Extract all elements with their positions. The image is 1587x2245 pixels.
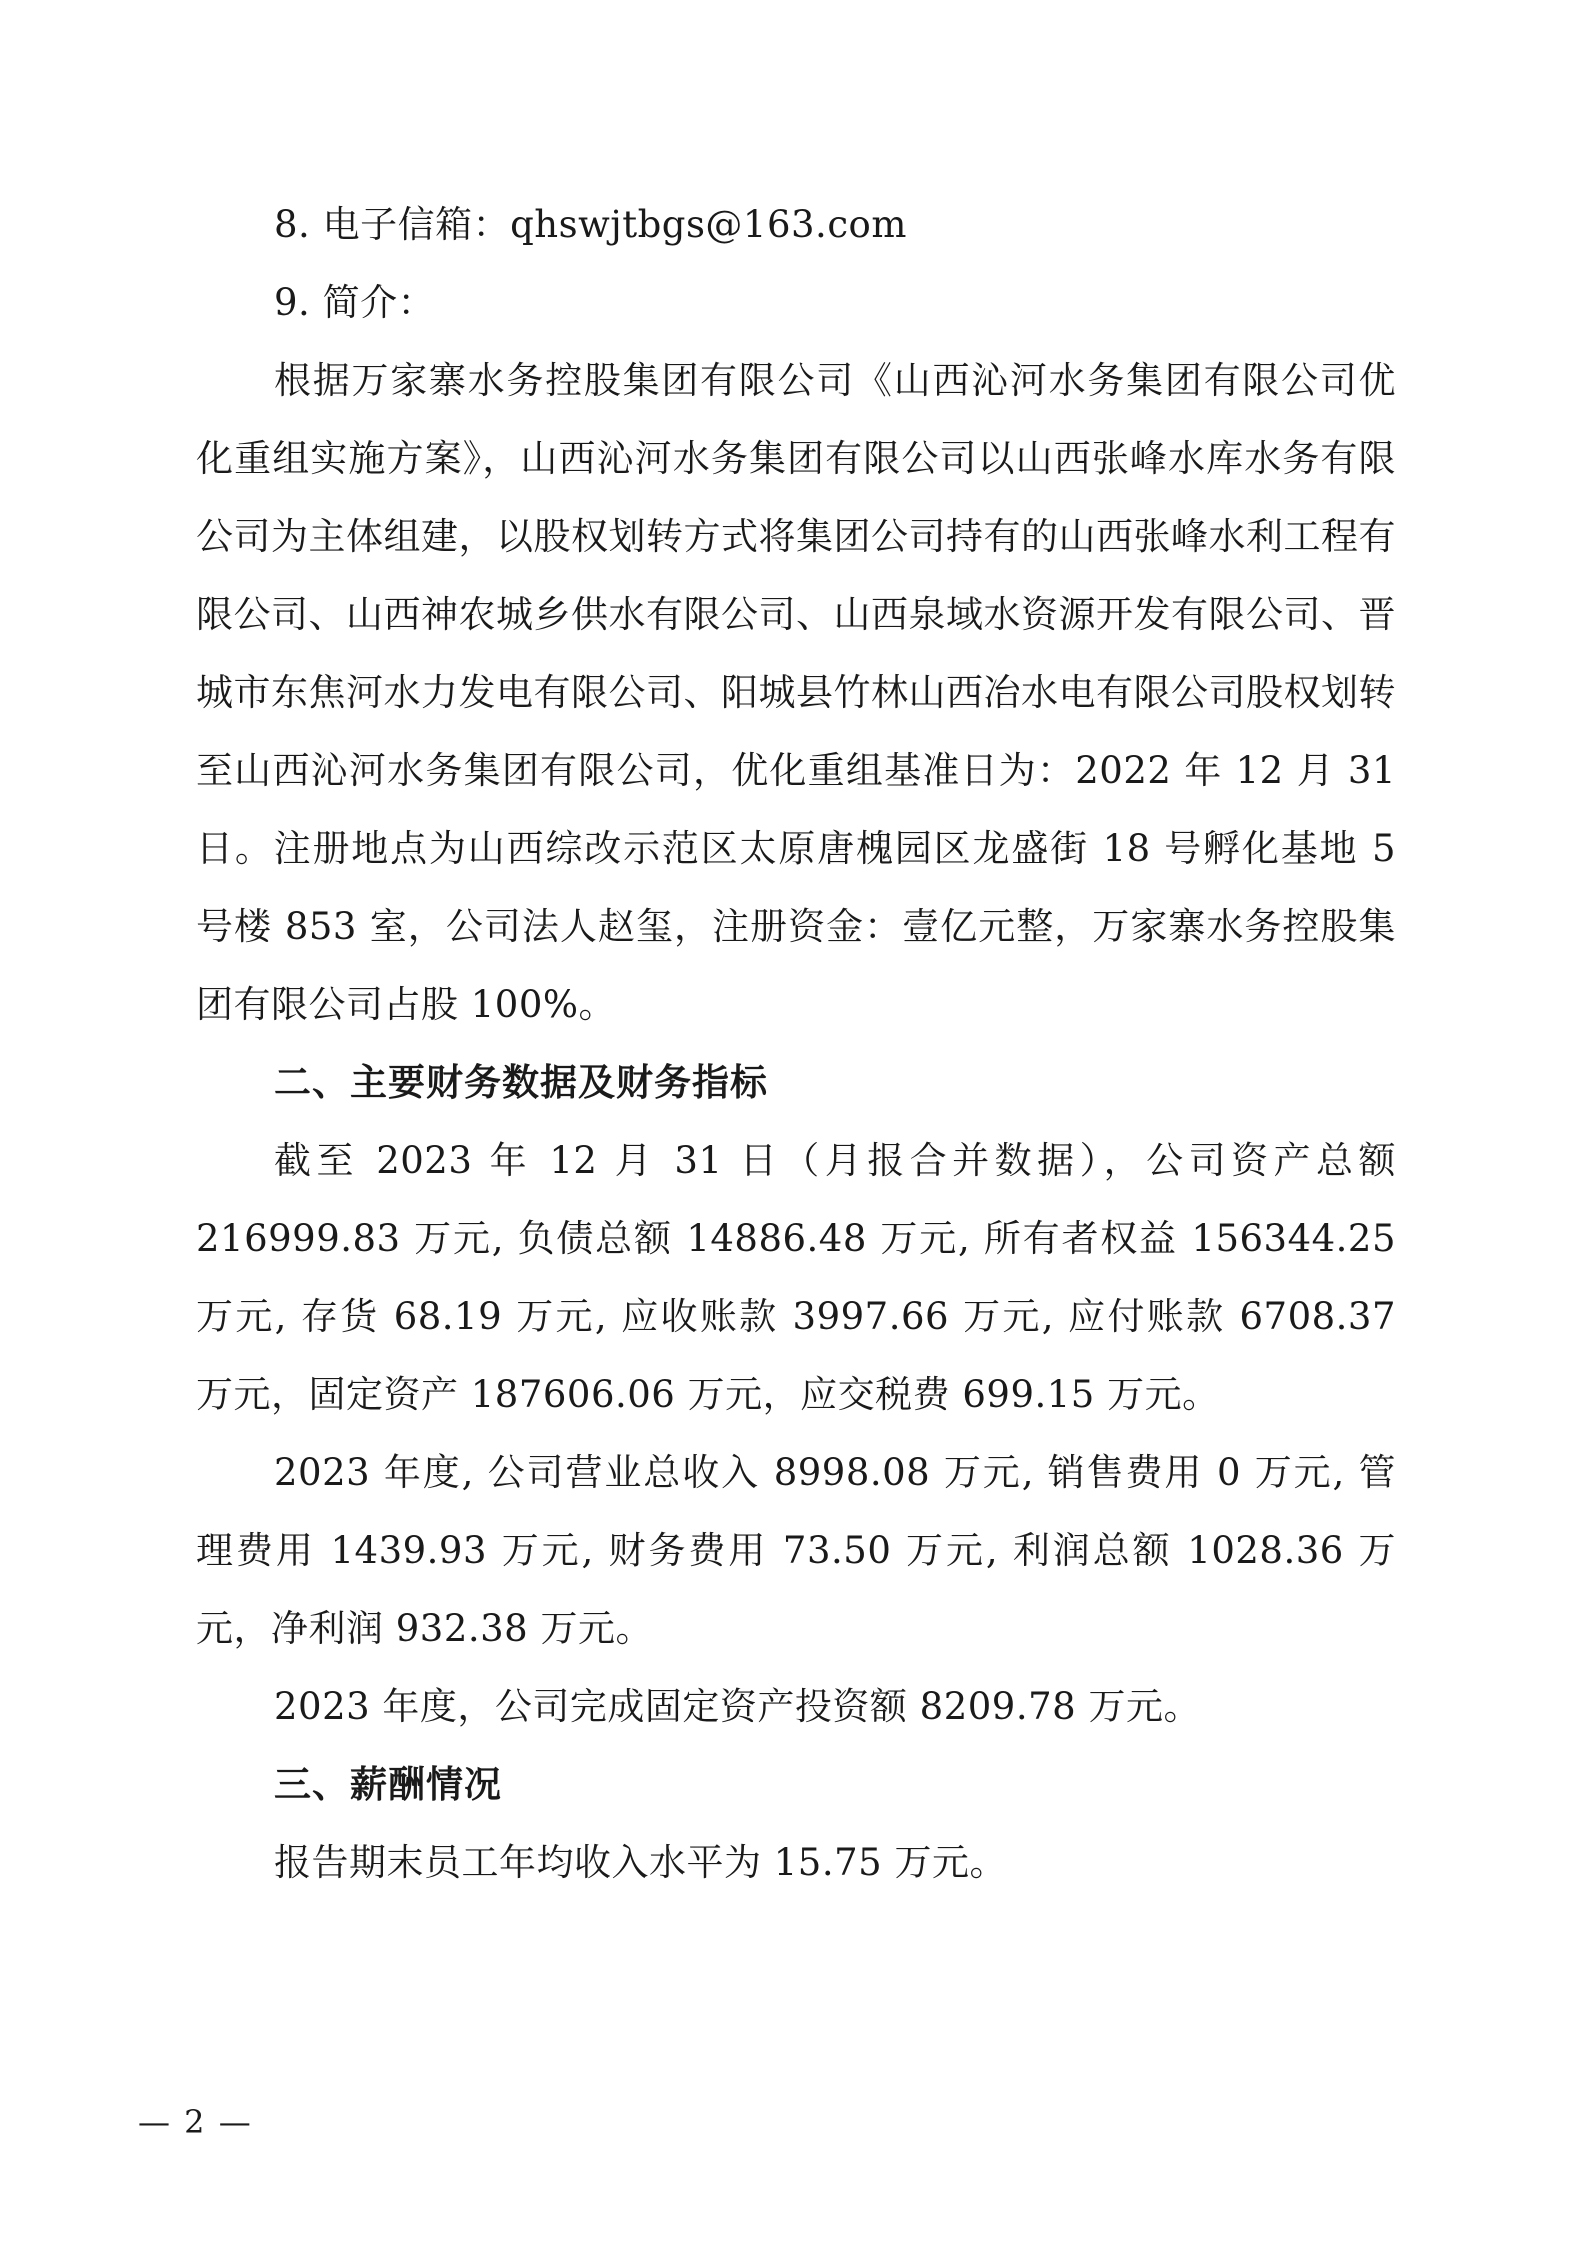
- section-heading-salary: 三、薪酬情况: [274, 1763, 502, 1806]
- company-introduction-paragraph: 根据万家寨水务控股集团有限公司《山西沁河水务集团有限公司优化重组实施方案》，山西沁河水务集团有限公司以山西张峰水库水务有限公司为主体组建，以股权划转方式将集团公司持有的山西张峰水利工程有限公司、山西神农城乡供水有限公司、山西泉域水资源开发有限公司、晋城市东焦河水力发电有限公司、阳城县竹林山西冶水电有限公司股权划转至山西沁河水务集团有限公司，优化重组基准日为：2022 年 12 月 31 日。注册地点为山西综改示范区太原唐槐园区龙盛街 18 号孵化基地 5 号楼 853 室，公司法人赵玺，注册资金：壹亿元整，万家寨水务控股集团有限公司占股 100%。: [196, 359, 1396, 1026]
- page-number: — 2 —: [138, 2103, 253, 2141]
- financial-paragraph-investment: 2023 年度，公司完成固定资产投资额 8209.78 万元。: [274, 1685, 1201, 1728]
- list-item-9: 9. 简介：: [274, 281, 436, 324]
- section-heading-financial-data: 二、主要财务数据及财务指标: [274, 1061, 768, 1104]
- salary-paragraph: 报告期末员工年均收入水平为 15.75 万元。: [274, 1841, 1007, 1884]
- financial-paragraph-assets: 截至 2023 年 12 月 31 日（月报合并数据），公司资产总额 216999.83 万元, 负债总额 14886.48 万元, 所有者权益 156344.25 万元, 存货 68.19 万元, 应收账款 3997.66 万元, 应付账款 6708.37 万元，固定资产 187606.06 万元，应交税费 699.15 万元。: [196, 1139, 1396, 1416]
- financial-paragraph-revenue: 2023 年度, 公司营业总收入 8998.08 万元, 销售费用 0 万元, 管理费用 1439.93 万元, 财务费用 73.50 万元, 利润总额 1028.36 万元，净利润 932.38 万元。: [196, 1451, 1396, 1650]
- document-body: [196, 186, 1396, 1902]
- list-item-8: 8. 电子信箱：qhswjtbgs@163.com: [274, 203, 907, 246]
